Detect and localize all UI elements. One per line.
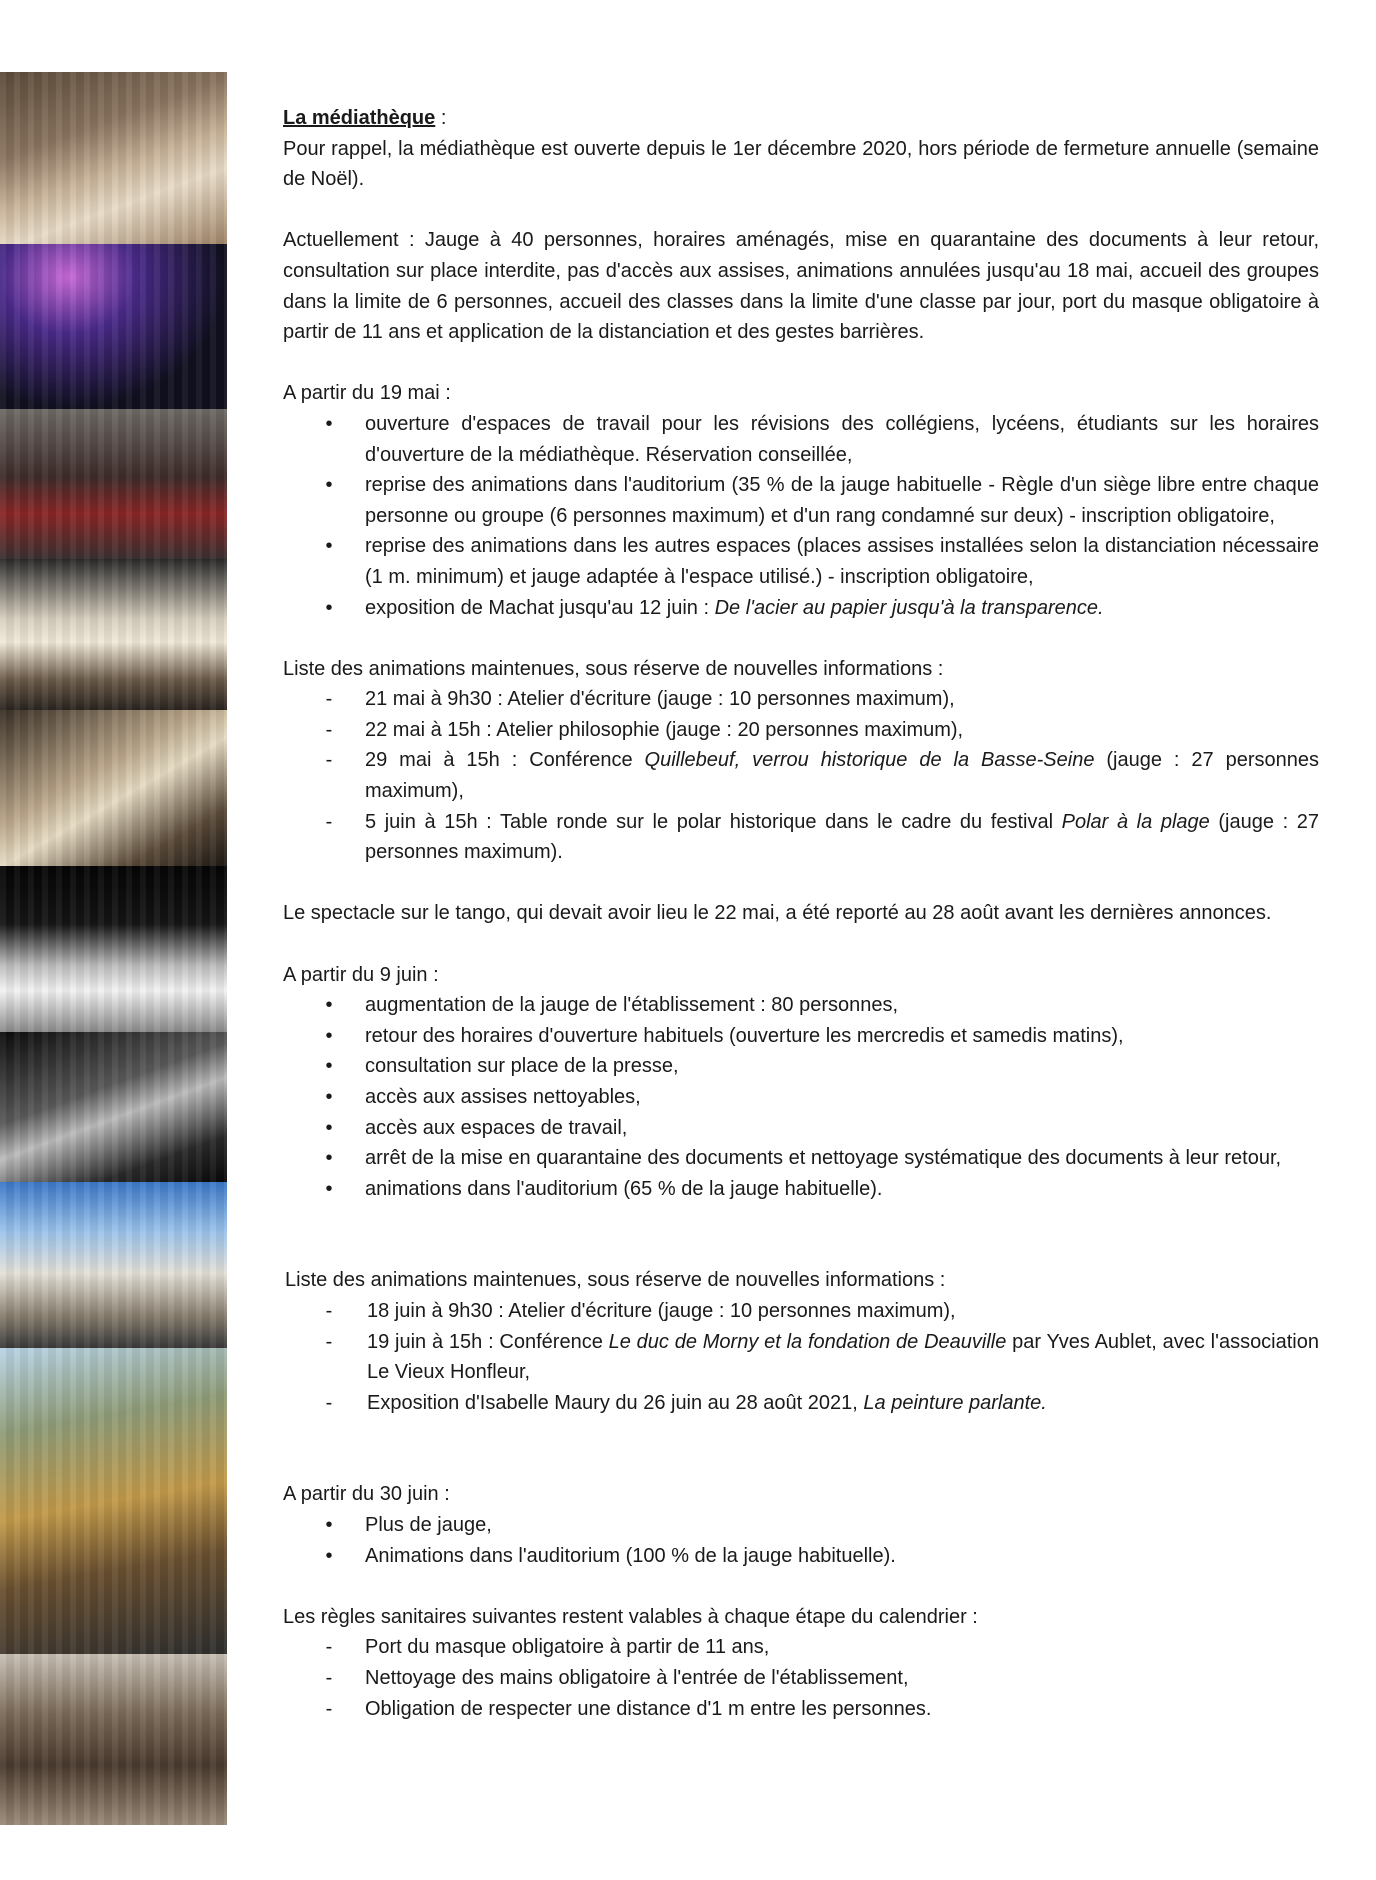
brass-band-photo: [0, 409, 227, 559]
events2-list: [283, 1296, 1319, 1418]
june9-heading: A partir du 9 juin :: [283, 963, 439, 986]
list-item: • exposition de Machat jusqu'au 12 juin : De l'acier au papier jusqu'à la transparence.: [283, 593, 1319, 624]
events2-heading: Liste des animations maintenues, sous réserve de nouvelles informations :: [285, 1269, 946, 1292]
bullet-icon: [319, 990, 339, 1021]
list-item: - 22 mai à 15h : Atelier philosophie (jauge : 20 personnes maximum),: [283, 715, 1319, 746]
performers-photo: [0, 1032, 227, 1182]
bullet-icon: [319, 1541, 339, 1572]
terrace-photo: [0, 72, 227, 244]
dash-icon: [319, 807, 339, 838]
list-item: - 5 juin à 15h : Table ronde sur le polar historique dans le cadre du festival Polar à la plage (jauge : 27 personnes maximum).: [283, 807, 1319, 868]
june9-list: [283, 990, 1319, 1204]
june30-list: [283, 1510, 1319, 1571]
dash-icon: [319, 1663, 339, 1694]
bullet-icon: [319, 1174, 339, 1205]
books-photo: [0, 559, 227, 710]
library-building-photo: [0, 1182, 227, 1348]
list-item: • arrêt de la mise en quarantaine des documents et nettoyage systématique des documents à leur retour,: [283, 1143, 1319, 1174]
stage-lights-photo: [0, 244, 227, 409]
bullet-icon: [319, 531, 339, 562]
bullet-icon: [319, 1113, 339, 1144]
events1-heading: Liste des animations maintenues, sous réserve de nouvelles informations :: [283, 657, 944, 680]
list-item: • accès aux assises nettoyables,: [283, 1082, 1319, 1113]
list-item: • Animations dans l'auditorium (100 % de la jauge habituelle).: [283, 1541, 1319, 1572]
list-item: • accès aux espaces de travail,: [283, 1113, 1319, 1144]
dash-icon: [319, 745, 339, 776]
document-body: [283, 103, 1319, 1724]
dash-icon: [319, 1296, 339, 1327]
current-status-paragraph: Actuellement : Jauge à 40 personnes, horaires aménagés, mise en quarantaine des documents à leur retour, consultation sur place interdite, pas d'accès aux assises, animations annulées jusqu'au 18 mai, accueil des groupes dans la limite de 6 personnes, accueil des classes dans la limite d'une classe par jour, port du masque obligatoire à partir de 11 ans et application de la distanciation et des gestes barrières.: [283, 229, 1319, 344]
list-item: - Obligation de respecter une distance d'1 m entre les personnes.: [283, 1694, 1319, 1725]
list-item: - Exposition d'Isabelle Maury du 26 juin au 28 août 2021, La peinture parlante.: [283, 1388, 1319, 1419]
atrium-photo: [0, 1348, 227, 1654]
tango-paragraph: Le spectacle sur le tango, qui devait avoir lieu le 22 mai, a été reporté au 28 août avant les dernières annonces.: [283, 902, 1272, 925]
title-suffix: :: [435, 107, 447, 129]
intro-paragraph: Pour rappel, la médiathèque est ouverte depuis le 1er décembre 2020, hors période de fermeture annuelle (semaine de Noël).: [283, 137, 1319, 191]
dash-icon: [319, 715, 339, 746]
piano-keys-photo: [0, 866, 227, 1032]
may19-list: [283, 409, 1319, 623]
list-item: - Port du masque obligatoire à partir de 11 ans,: [283, 1632, 1319, 1663]
rules-list: [283, 1632, 1319, 1724]
list-item: • consultation sur place de la presse,: [283, 1051, 1319, 1082]
bullet-icon: [319, 470, 339, 501]
dash-icon: [319, 1388, 339, 1419]
may19-heading: A partir du 19 mai :: [283, 382, 451, 405]
bullet-icon: [319, 1082, 339, 1113]
list-item: - 18 juin à 9h30 : Atelier d'écriture (jauge : 10 personnes maximum),: [283, 1296, 1319, 1327]
dash-icon: [319, 684, 339, 715]
list-item: • Plus de jauge,: [283, 1510, 1319, 1541]
bullet-icon: [319, 1510, 339, 1541]
theatre-set-photo: [0, 710, 227, 866]
list-item: • reprise des animations dans l'auditorium (35 % de la jauge habituelle - Règle d'un siège libre entre chaque personne ou groupe (6 personnes maximum) et d'un rang condamné sur deux) - inscription obligatoire,: [283, 470, 1319, 531]
page-title-row: [283, 103, 1319, 134]
list-item: • augmentation de la jauge de l'établissement : 80 personnes,: [283, 990, 1319, 1021]
bullet-icon: [319, 409, 339, 440]
bullet-icon: [319, 1021, 339, 1052]
list-item: • retour des horaires d'ouverture habituels (ouverture les mercredis et samedis matins),: [283, 1021, 1319, 1052]
dash-icon: [319, 1694, 339, 1725]
dash-icon: [319, 1632, 339, 1663]
list-item: - 29 mai à 15h : Conférence Quillebeuf, verrou historique de la Basse-Seine (jauge : 27 personnes maximum),: [283, 745, 1319, 806]
bullet-icon: [319, 593, 339, 624]
events1-list: [283, 684, 1319, 868]
page-title: La médiathèque: [283, 107, 436, 129]
list-item: - 21 mai à 9h30 : Atelier d'écriture (jauge : 10 personnes maximum),: [283, 684, 1319, 715]
rules-heading: Les règles sanitaires suivantes restent valables à chaque étape du calendrier :: [283, 1605, 978, 1628]
june30-heading: A partir du 30 juin :: [283, 1483, 450, 1506]
list-item: - 19 juin à 15h : Conférence Le duc de Morny et la fondation de Deauville par Yves Aublet, avec l'association Le Vieux Honfleur,: [283, 1327, 1319, 1388]
photo-strip: [0, 72, 227, 1825]
list-item: • reprise des animations dans les autres espaces (places assises installées selon la distanciation nécessaire (1 m. minimum) et jauge adaptée à l'espace utilisé.) - inscription obligatoire,: [283, 531, 1319, 592]
list-item: • animations dans l'auditorium (65 % de la jauge habituelle).: [283, 1174, 1319, 1205]
list-item: - Nettoyage des mains obligatoire à l'entrée de l'établissement,: [283, 1663, 1319, 1694]
dash-icon: [319, 1327, 339, 1358]
bullet-icon: [319, 1143, 339, 1174]
church-photo: [0, 1654, 227, 1825]
list-item: • ouverture d'espaces de travail pour les révisions des collégiens, lycéens, étudiants sur les horaires d'ouverture de la médiathèque. Réservation conseillée,: [283, 409, 1319, 470]
bullet-icon: [319, 1051, 339, 1082]
